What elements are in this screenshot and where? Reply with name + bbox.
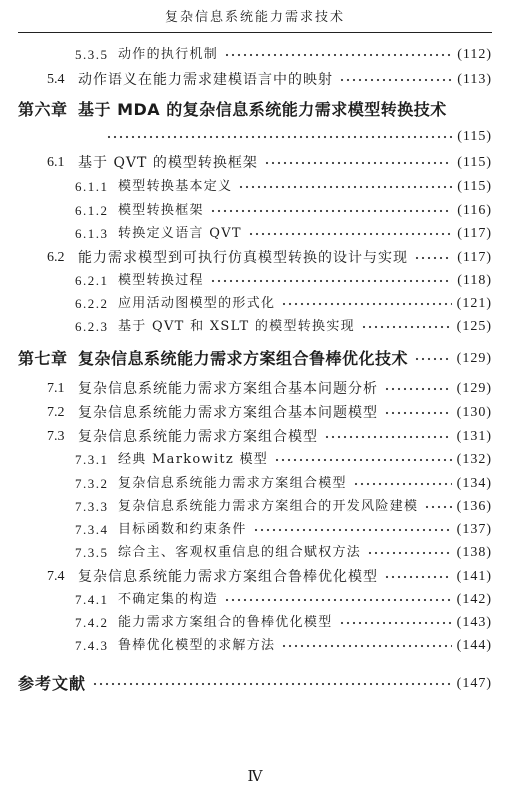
leader-dots bbox=[324, 427, 452, 447]
entry-title: 模型转换框架 bbox=[118, 203, 204, 218]
entry-title: 经典 Markowitz 模型 bbox=[118, 452, 269, 467]
entry-page: (129) bbox=[456, 351, 492, 366]
leader-dots bbox=[92, 674, 452, 694]
entry-number: 7.4.1 bbox=[75, 592, 109, 607]
entry-title: 应用活动图模型的形式化 bbox=[118, 296, 276, 311]
references-entry bbox=[18, 674, 492, 694]
leader-dots bbox=[361, 317, 452, 337]
leader-dots bbox=[248, 224, 452, 244]
toc-entry bbox=[47, 153, 492, 173]
entry-title: 动作语义在能力需求建模语言中的映射 bbox=[78, 72, 333, 88]
running-header: 复杂信息系统能力需求技术 bbox=[164, 10, 345, 25]
entry-page: (117) bbox=[457, 226, 492, 241]
toc-entry bbox=[75, 45, 492, 65]
entry-page: (117) bbox=[457, 250, 492, 265]
toc-entry bbox=[47, 567, 492, 587]
toc-entry bbox=[75, 224, 492, 244]
entry-title: 复杂信息系统能力需求方案组合鲁棒优化模型 bbox=[78, 569, 378, 585]
entry-number: 7.4.3 bbox=[75, 638, 109, 653]
entry-page: (143) bbox=[456, 615, 492, 630]
leader-dots bbox=[367, 543, 452, 563]
leader-dots bbox=[224, 45, 452, 65]
header-rule bbox=[18, 32, 492, 33]
entry-number: 7.3.1 bbox=[75, 452, 109, 467]
entry-page: (112) bbox=[457, 47, 492, 62]
toc-entry bbox=[75, 450, 492, 470]
entry-number: 7.2 bbox=[47, 405, 65, 420]
leader-dots bbox=[384, 403, 452, 423]
entry-number: 7.4 bbox=[47, 569, 65, 584]
chapter-title: 复杂信息系统能力需求方案组合鲁棒优化技术 bbox=[78, 349, 409, 368]
entry-title: 综合主、客观权重信息的组合赋权方法 bbox=[118, 545, 362, 560]
entry-page: (141) bbox=[456, 569, 492, 584]
entry-title: 能力需求模型到可执行仿真模型转换的设计与实现 bbox=[78, 250, 408, 266]
entry-title: 不确定集的构造 bbox=[118, 592, 219, 607]
entry-number: 7.3.2 bbox=[75, 476, 109, 491]
leader-dots bbox=[224, 590, 452, 610]
leader-dots bbox=[414, 248, 452, 268]
leader-dots bbox=[424, 497, 451, 517]
toc-entry bbox=[75, 177, 492, 197]
entry-page: (116) bbox=[457, 203, 492, 218]
entry-number: 7.1 bbox=[47, 381, 65, 396]
entry-title: 模型转换基本定义 bbox=[118, 179, 233, 194]
leader-dots bbox=[106, 127, 452, 147]
leader-dots bbox=[264, 153, 452, 173]
toc-entry bbox=[75, 636, 492, 656]
entry-title: 基于 QVT 的模型转换框架 bbox=[78, 155, 258, 171]
entry-title: 复杂信息系统能力需求方案组合模型 bbox=[118, 476, 347, 491]
entry-number: 6.2.1 bbox=[75, 273, 109, 288]
entry-page: (121) bbox=[456, 296, 492, 311]
entry-page: (147) bbox=[456, 676, 492, 691]
leader-dots bbox=[253, 520, 452, 540]
entry-page: (115) bbox=[457, 129, 492, 144]
leader-dots bbox=[384, 379, 452, 399]
entry-page: (129) bbox=[456, 381, 492, 396]
references-title: 参考文献 bbox=[18, 674, 87, 693]
entry-title: 目标函数和约束条件 bbox=[118, 522, 247, 537]
toc-entry bbox=[75, 543, 492, 563]
entry-title: 能力需求方案组合的鲁棒优化模型 bbox=[118, 615, 333, 630]
chapter-number: 第六章 bbox=[18, 100, 68, 119]
toc-entry bbox=[75, 474, 492, 494]
entry-number: 7.3.3 bbox=[75, 499, 109, 514]
entry-page: (142) bbox=[456, 592, 492, 607]
entry-page: (136) bbox=[456, 499, 492, 514]
leader-dots bbox=[210, 271, 452, 291]
chapter-heading-continuation bbox=[100, 127, 492, 147]
entry-page: (137) bbox=[456, 522, 492, 537]
entry-title: 复杂信息系统能力需求方案组合基本问题模型 bbox=[78, 405, 378, 421]
entry-title: 模型转换过程 bbox=[118, 273, 204, 288]
entry-title: 基于 QVT 和 XSLT 的模型转换实现 bbox=[118, 319, 355, 334]
leader-dots bbox=[238, 177, 452, 197]
leader-dots bbox=[274, 450, 452, 470]
entry-number: 6.1.1 bbox=[75, 179, 109, 194]
entry-page: (113) bbox=[457, 72, 492, 87]
entry-page: (130) bbox=[456, 405, 492, 420]
entry-page: (115) bbox=[457, 179, 492, 194]
entry-number: 6.1 bbox=[47, 155, 65, 170]
entry-number: 6.2 bbox=[47, 250, 65, 265]
entry-title: 动作的执行机制 bbox=[118, 47, 219, 62]
entry-page: (138) bbox=[456, 545, 492, 560]
toc-entry bbox=[75, 271, 492, 291]
entry-number: 7.3.4 bbox=[75, 522, 109, 537]
chapter-heading bbox=[18, 349, 492, 369]
entry-page: (134) bbox=[456, 476, 492, 491]
entry-page: (115) bbox=[457, 155, 492, 170]
entry-title: 转换定义语言 QVT bbox=[118, 226, 242, 241]
entry-title: 鲁棒优化模型的求解方法 bbox=[118, 638, 276, 653]
page-number: Ⅳ bbox=[247, 767, 263, 785]
leader-dots bbox=[353, 474, 452, 494]
toc-entry bbox=[75, 520, 492, 540]
entry-page: (144) bbox=[456, 638, 492, 653]
entry-page: (131) bbox=[456, 429, 492, 444]
entry-title: 复杂信息系统能力需求方案组合模型 bbox=[78, 429, 318, 445]
toc-entry bbox=[75, 201, 492, 221]
toc-entry bbox=[47, 427, 492, 447]
leader-dots bbox=[339, 613, 452, 633]
entry-number: 6.2.2 bbox=[75, 296, 109, 311]
leader-dots bbox=[339, 70, 452, 90]
leader-dots bbox=[384, 567, 452, 587]
leader-dots bbox=[281, 636, 451, 656]
toc-entry bbox=[75, 317, 492, 337]
entry-number: 7.3 bbox=[47, 429, 65, 444]
entry-number: 6.1.3 bbox=[75, 226, 109, 241]
entry-page: (125) bbox=[456, 319, 492, 334]
toc-entry bbox=[47, 248, 492, 268]
leader-dots bbox=[210, 201, 452, 221]
toc-entry bbox=[75, 294, 492, 314]
leader-dots bbox=[281, 294, 451, 314]
chapter-heading bbox=[18, 100, 492, 120]
entry-page: (132) bbox=[456, 452, 492, 467]
entry-number: 5.3.5 bbox=[75, 47, 109, 62]
toc-entry bbox=[75, 613, 492, 633]
toc-entry bbox=[47, 70, 492, 90]
toc-entry bbox=[47, 379, 492, 399]
chapter-title: 基于 MDA 的复杂信息系统能力需求模型转换技术 bbox=[78, 100, 447, 119]
entry-number: 6.1.2 bbox=[75, 203, 109, 218]
entry-title: 复杂信息系统能力需求方案组合的开发风险建模 bbox=[118, 499, 419, 514]
entry-number: 6.2.3 bbox=[75, 319, 109, 334]
entry-number: 7.4.2 bbox=[75, 615, 109, 630]
entry-number: 7.3.5 bbox=[75, 545, 109, 560]
entry-title: 复杂信息系统能力需求方案组合基本问题分析 bbox=[78, 381, 378, 397]
chapter-number: 第七章 bbox=[18, 349, 68, 368]
entry-number: 5.4 bbox=[47, 72, 65, 87]
toc-entry bbox=[47, 403, 492, 423]
toc-entry bbox=[75, 590, 492, 610]
entry-page: (118) bbox=[457, 273, 492, 288]
toc-entry bbox=[75, 497, 492, 517]
leader-dots bbox=[414, 349, 452, 369]
